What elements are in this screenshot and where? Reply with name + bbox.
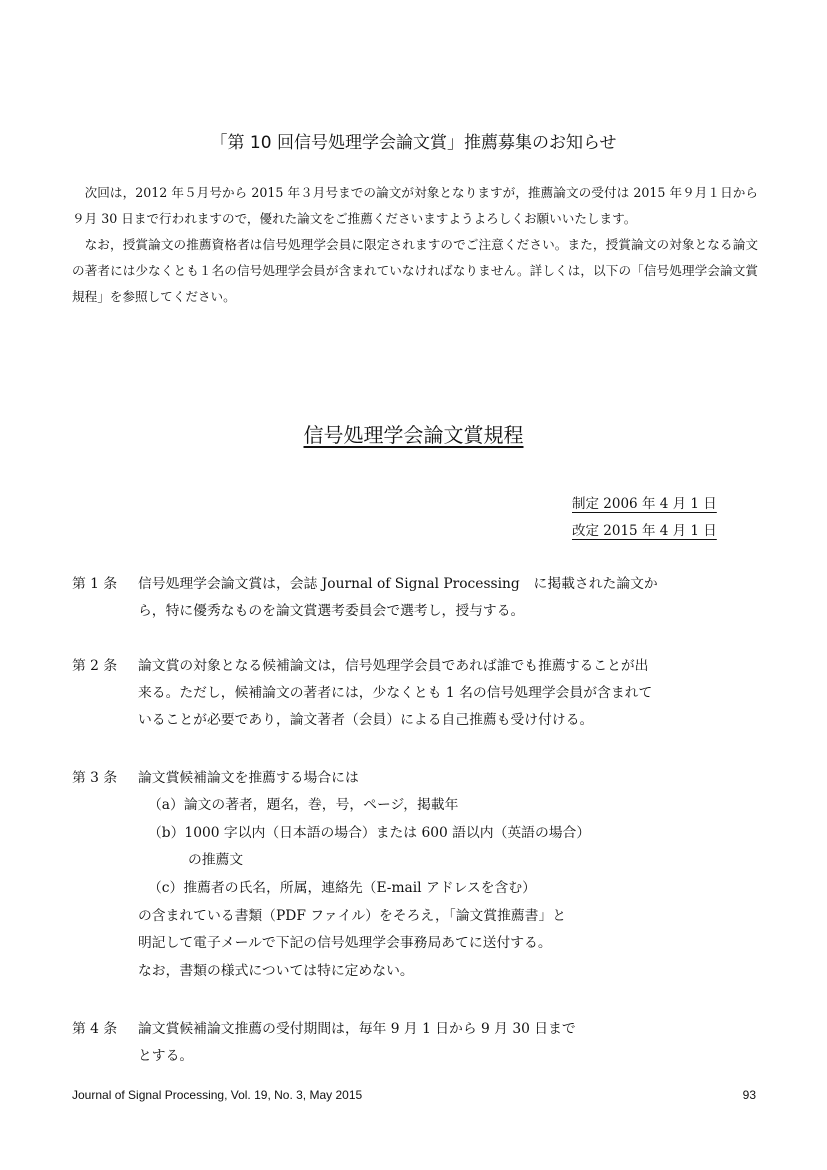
article-3-item-a: （a）論文の著者，題名，巻，号，ページ，掲載年 <box>148 797 459 813</box>
article-1-label: 第 1 条 <box>72 576 118 592</box>
notice-paragraph-2: なお，授賞論文の推薦資格者は信号処理学会員に限定されますのでご注意ください。また，授賞論文の対象となる論文の著者には少なくとも１名の信号処理学会員が含まれていなければなりません。詳しくは，以下の「信号処理学会論文賞規程」を参照してください。 <box>72 237 759 304</box>
article-3-closing-3: なお，書類の様式については特に定めない。 <box>138 963 414 979</box>
notice-paragraph-1: 次回は，2012 年５月号から 2015 年３月号までの論文が対象となりますが，推薦論文の受付は 2015 年９月１日から９月 30 日まで行われますので，優れた論文をご推薦くださいますようよろしくお願いいたします。 <box>72 185 758 226</box>
article-2-line-1: 論文賞の対象となる候補論文は，信号処理学会員であれば誰でも推薦することが出 <box>138 658 649 674</box>
article-1-line-2: ら，特に優秀なものを論文賞選考委員会で選考し，授与する。 <box>138 603 525 619</box>
enacted-date: 制定 2006 年 4 月 1 日 <box>572 496 717 512</box>
article-4-label: 第 4 条 <box>72 1021 118 1037</box>
footer-journal: Journal of Signal Processing, Vol. 19, No. 3, May 2015 <box>72 1088 363 1102</box>
notice-title: 「第 10 回信号処理学会論文賞」推薦募集のお知らせ <box>210 133 617 153</box>
article-2-line-2: 来る。ただし，候補論文の著者には，少なくとも 1 名の信号処理学会員が含まれて <box>138 685 653 701</box>
article-2-label: 第 2 条 <box>72 658 118 674</box>
notice-body <box>72 180 758 310</box>
rules-title: 信号処理学会論文賞規程 <box>303 423 524 447</box>
article-3-intro: 論文賞候補論文を推薦する場合には <box>138 770 359 786</box>
article-3-closing-2: 明記して電子メールで下記の信号処理学会事務局あてに送付する。 <box>138 935 552 951</box>
article-3-label: 第 3 条 <box>72 770 118 786</box>
article-4-line-1: 論文賞候補論文推薦の受付期間は，毎年 9 月 1 日から 9 月 30 日まで <box>138 1021 576 1037</box>
article-1-line-1: 信号処理学会論文賞は，会誌 Journal of Signal Processing に掲載された論文か <box>138 576 658 592</box>
article-4-line-2: とする。 <box>138 1048 194 1064</box>
article-2-line-3: いることが必要であり，論文著者（会員）による自己推薦も受け付ける。 <box>138 712 594 728</box>
revised-date: 改定 2015 年 4 月 1 日 <box>572 523 717 539</box>
article-3-item-b: （b）1000 字以内（日本語の場合）または 600 語以内（英語の場合） <box>148 825 591 841</box>
article-3-item-c: （c）推薦者の氏名，所属，連絡先（E-mail アドレスを含む） <box>148 880 536 896</box>
page-number: 93 <box>742 1088 756 1102</box>
article-3-closing-1: の含まれている書類（PDF ファイル）をそろえ，「論文賞推薦書」と <box>138 908 567 924</box>
article-3-item-b-cont: の推薦文 <box>188 852 244 868</box>
